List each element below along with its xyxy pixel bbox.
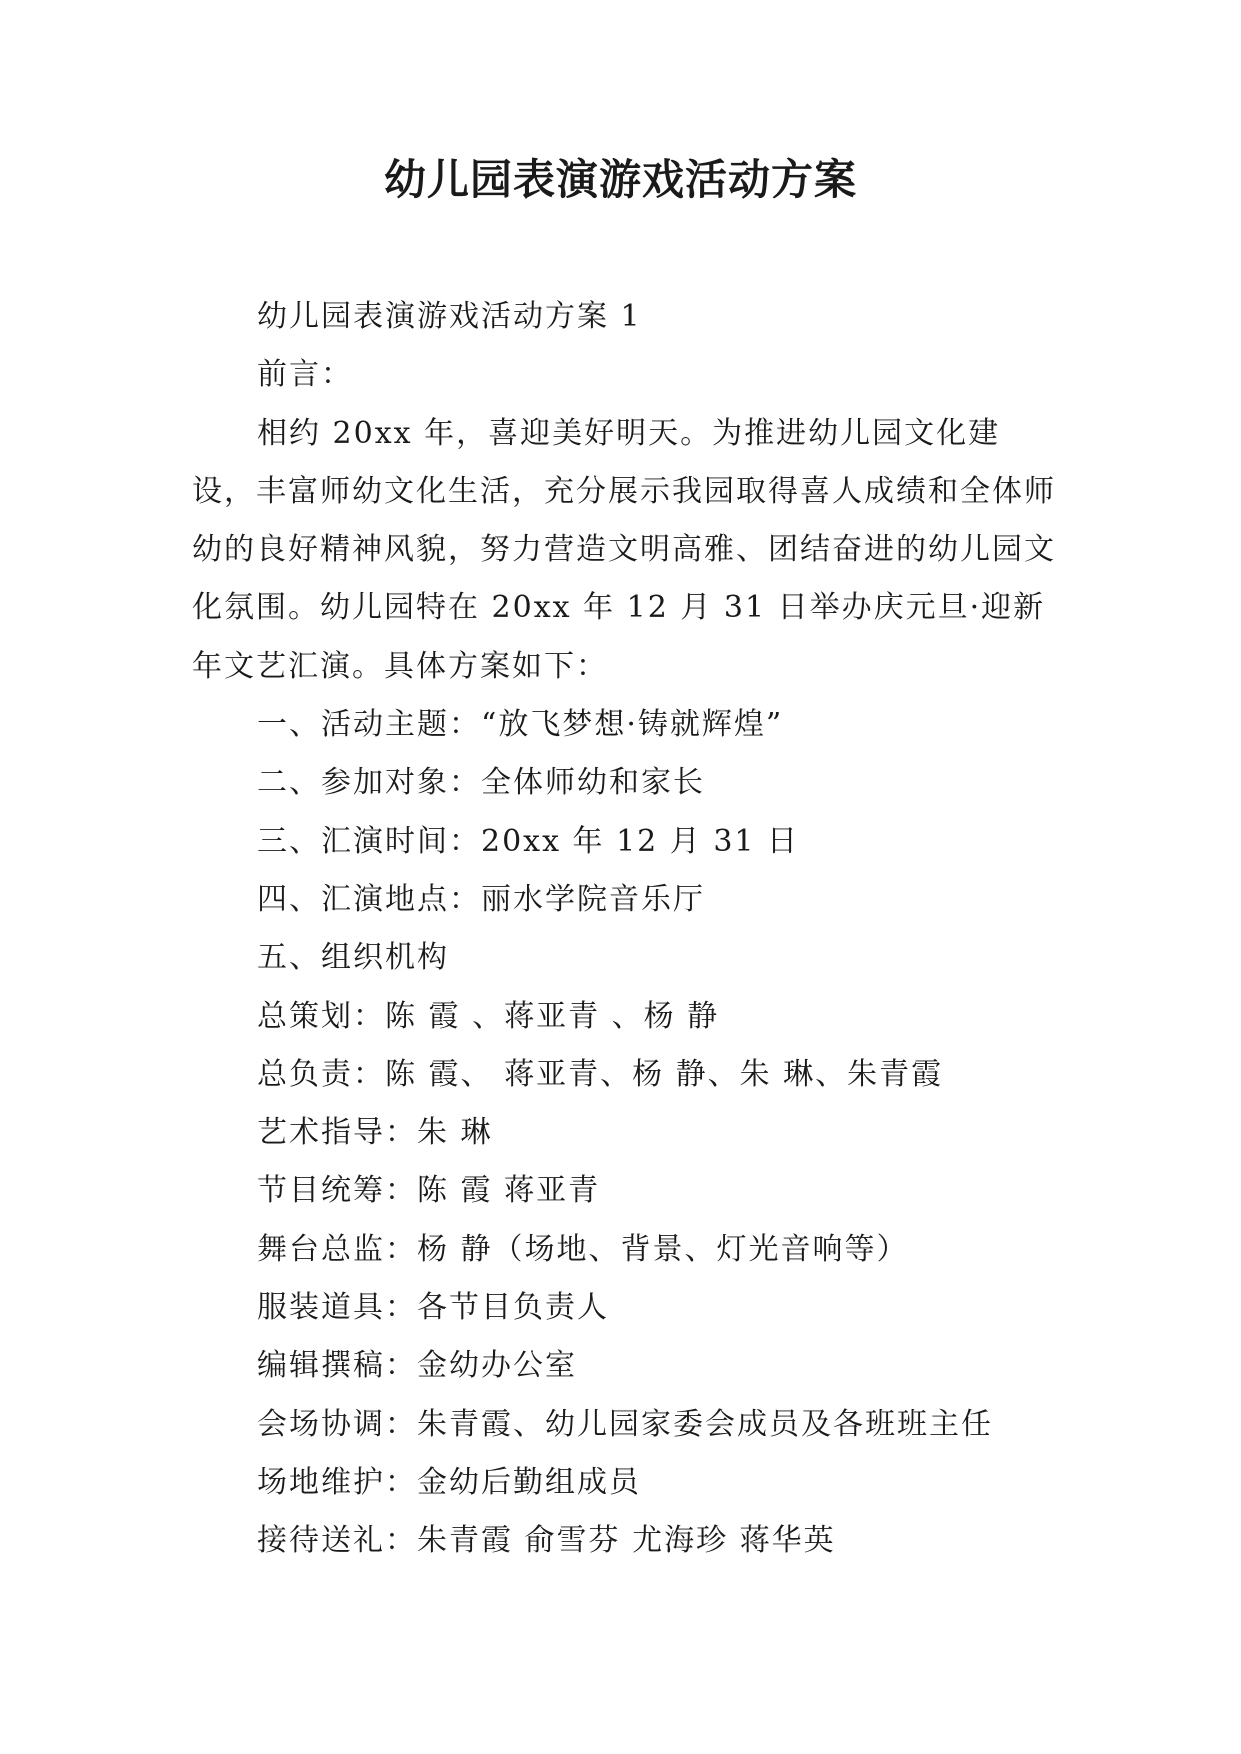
section-heading: 幼儿园表演游戏活动方案 1 xyxy=(257,299,642,334)
plan-item: 节目统筹：陈 霞 蒋亚青 xyxy=(257,1173,601,1209)
document-title: 幼儿园表演游戏活动方案 xyxy=(383,155,857,204)
preface-paragraph: 相约 20xx 年，喜迎美好明天。为推进幼儿园文化建设，丰富师幼文化生活，充分展示我园取得喜人成绩和全体师幼的良好精神风貌，努力营造文明高雅、团结奋进的幼儿园文化氛围。幼儿园特在 20xx 年 12 月 31 日举办庆元旦·迎新年文艺汇演。具体方案如下： xyxy=(192,415,1056,684)
plan-item: 艺术指导：朱 琳 xyxy=(257,1115,493,1151)
plan-item: 一、活动主题：“放飞梦想·铸就辉煌” xyxy=(257,707,784,743)
preface-label: 前言： xyxy=(257,357,353,393)
plan-item: 四、汇演地点：丽水学院音乐厅 xyxy=(257,881,705,917)
document-body xyxy=(192,288,1060,1571)
plan-item: 总负责：陈 霞、 蒋亚青、杨 静、朱 琳、朱青霞 xyxy=(257,1056,944,1092)
plan-item: 五、组织机构 xyxy=(257,940,449,976)
plan-item: 三、汇演时间：20xx 年 12 月 31 日 xyxy=(257,823,800,859)
plan-item: 舞台总监：杨 静（场地、背景、灯光音响等） xyxy=(257,1231,909,1267)
plan-item: 总策划：陈 霞 、蒋亚青 、杨 静 xyxy=(257,998,720,1034)
plan-item: 编辑撰稿：金幼办公室 xyxy=(257,1348,577,1384)
plan-item: 接待送礼：朱青霞 俞雪芬 尤海珍 蒋华英 xyxy=(257,1523,836,1559)
plan-item: 服装道具：各节目负责人 xyxy=(257,1290,609,1326)
plan-item: 场地维护：金幼后勤组成员 xyxy=(257,1464,641,1500)
plan-item: 二、参加对象：全体师幼和家长 xyxy=(257,765,705,801)
plan-item: 会场协调：朱青霞、幼儿园家委会成员及各班班主任 xyxy=(257,1406,993,1442)
